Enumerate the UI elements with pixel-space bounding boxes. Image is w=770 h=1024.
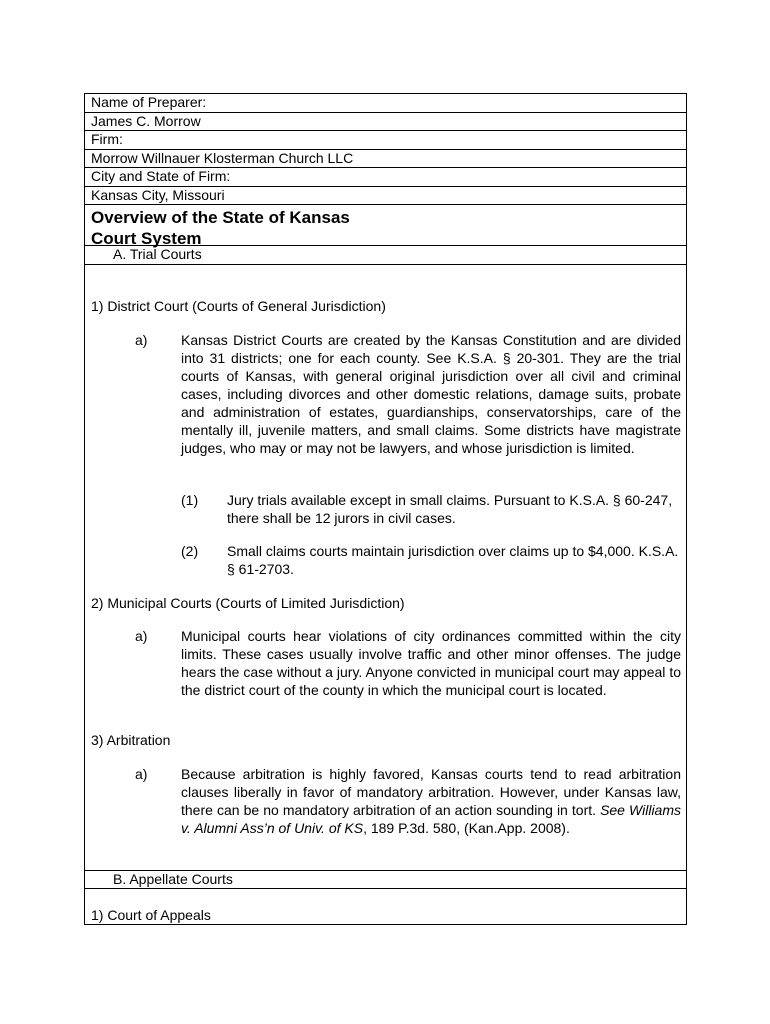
preparer-label: Name of Preparer: bbox=[85, 94, 686, 113]
document-table bbox=[84, 93, 687, 925]
preparer-value: James C. Morrow bbox=[85, 113, 686, 132]
district-sub2-marker: (2) bbox=[181, 543, 199, 559]
firm-label: Firm: bbox=[85, 131, 686, 150]
district-court-heading: 1) District Court (Courts of General Jurisdiction) bbox=[91, 298, 386, 314]
arbitration-text-pre: Because arbitration is highly favored, Kansas courts tend to read arbitration clauses liberally in favor of mandatory arbitration. However, under Kansas law, there can be no mandatory arbitration of an action sounding in tort. bbox=[181, 766, 681, 818]
arbitration-text-post: , 189 P.3d. 580, (Kan.App. 2008). bbox=[363, 820, 570, 836]
arbitration-a-marker: a) bbox=[135, 766, 148, 782]
title-line-2: Court System bbox=[91, 229, 202, 248]
district-sub2-text: Small claims courts maintain jurisdiction over claims up to $4,000. K.S.A. § 61-2703. bbox=[227, 543, 679, 577]
district-a-text: Kansas District Courts are created by the Kansas Constitution and are divided into 31 districts; one for each county. See K.S.A. § 20-301. They are the trial courts of Kansas, with general original jurisdiction over all civil and criminal cases, including divorces and other domestic relations, damage suits, probate and administration of estates, guardianships, conservatorships, care of the mentally ill, juvenile matters, and small claims. Some districts have magistrate judges, who may or may not be lawyers, and whose jurisdiction is limited. bbox=[181, 332, 681, 456]
district-sub1-marker: (1) bbox=[181, 492, 199, 508]
arbitration-heading: 3) Arbitration bbox=[91, 732, 171, 748]
district-a-marker: a) bbox=[135, 332, 148, 348]
title-line-1: Overview of the State of Kansas bbox=[91, 208, 350, 227]
district-sub1-text: Jury trials available except in small claims. Pursuant to K.S.A. § 60-247, there shall be 12 jurors in civil cases. bbox=[227, 492, 673, 526]
firm-value: Morrow Willnauer Klosterman Church LLC bbox=[85, 150, 686, 169]
section-b-heading: B. Appellate Courts bbox=[85, 870, 686, 889]
municipal-court-heading: 2) Municipal Courts (Courts of Limited Jurisdiction) bbox=[91, 595, 405, 611]
arbitration-citation: See Williams v. Alumni Ass’n of Univ. of KS bbox=[181, 802, 682, 836]
section-a-heading: A. Trial Courts bbox=[85, 246, 686, 265]
municipal-a-text: Municipal courts hear violations of city ordinances committed within the city limits. These cases usually involve traffic and other minor offenses. The judge hears the case without a jury. Anyone convicted in municipal court may appeal to the district court of the county in which the municipal court is located. bbox=[181, 628, 681, 698]
page-title bbox=[85, 205, 686, 246]
city-value: Kansas City, Missouri bbox=[85, 187, 686, 206]
court-of-appeals-heading: 1) Court of Appeals bbox=[91, 907, 211, 923]
city-label: City and State of Firm: bbox=[85, 168, 686, 187]
arbitration-a-text bbox=[181, 765, 681, 837]
municipal-a-marker: a) bbox=[135, 628, 148, 644]
